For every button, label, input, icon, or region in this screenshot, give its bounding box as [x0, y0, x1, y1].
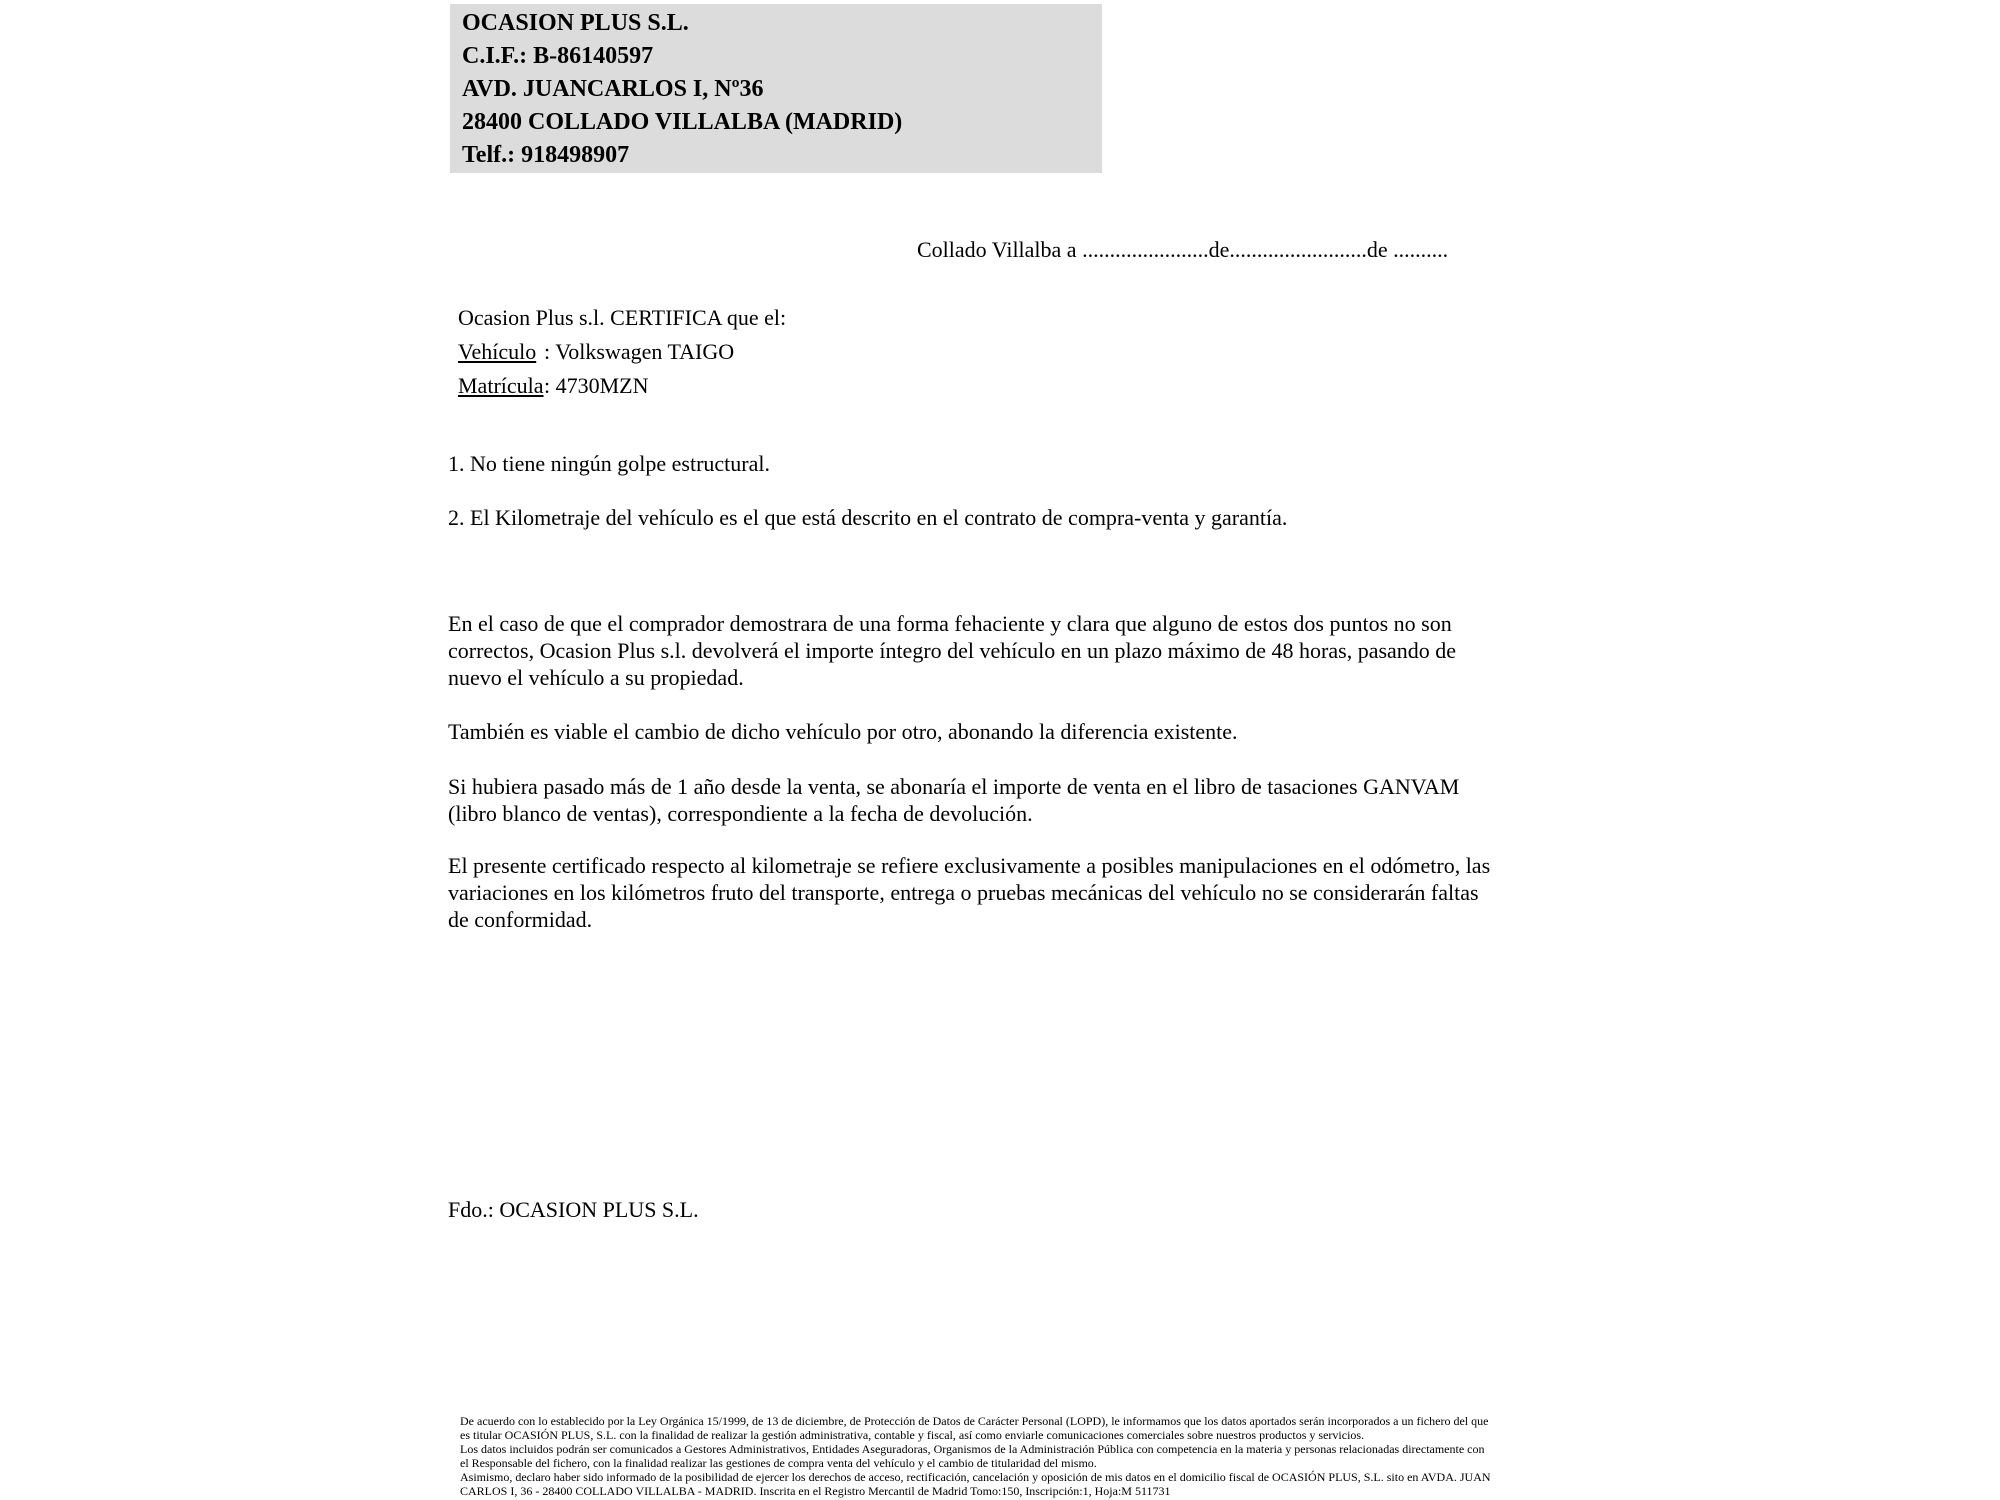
company-cif: C.I.F.: B-86140597	[462, 43, 654, 69]
company-phone: Telf.: 918498907	[462, 142, 630, 168]
paragraph-ganvam-valuation: Si hubiera pasado más de 1 año desde la venta, se abonaría el importe de venta en el libro de tasaciones GANVAM (libro blanco de ventas), correspondiente a la fecha de devolución.	[448, 774, 1460, 826]
paragraph-odometer-disclaimer: El presente certificado respecto al kilometraje se refiere exclusivamente a posibles manipulaciones en el odómetro, las variaciones en los kilómetros fruto del transporte, entrega o pruebas mecánicas del vehículo no se considerarán faltas de conformidad.	[448, 853, 1491, 932]
certified-point-1: 1. No tiene ningún golpe estructural.	[448, 451, 770, 476]
company-city: 28400 COLLADO VILLALBA (MADRID)	[462, 109, 903, 135]
company-header-box	[450, 4, 1102, 173]
legal-paragraph-data-sharing: Los datos incluidos podrán ser comunicados a Gestores Administrativos, Entidades Aseguradoras, Organismos de la Administración Pública con competencia en la materia y personas relacionadas directamente con el Responsable del fichero, con la finalidad realizar las gestiones de compra venta del vehículo y el cambio de titularidad del mismo.	[460, 1442, 1485, 1470]
legal-notice	[460, 1414, 1494, 1498]
certify-intro: Ocasion Plus s.l. CERTIFICA que el:	[458, 305, 787, 330]
date-fill-in-line: Collado Villalba a .......................de.........................de ..........	[917, 237, 1449, 262]
vehicle-field-value: : Volkswagen TAIGO	[544, 339, 735, 364]
company-name: OCASION PLUS S.L.	[462, 10, 689, 36]
plate-field-label: Matrícula	[458, 373, 544, 398]
legal-paragraph-lopd: De acuerdo con lo establecido por la Ley Orgánica 15/1999, de 13 de diciembre, de Protección de Datos de Carácter Personal (LOPD), le informamos que los datos aportados serán incorporados a un fichero del que es titular OCASIÓN PLUS, S.L. con la finalidad de realizar la gestión administrativa, contable y fiscal, así como enviarle comunicaciones comerciales sobre nuestros productos y servicios.	[460, 1414, 1489, 1442]
signature-line: Fdo.: OCASION PLUS S.L.	[448, 1197, 699, 1222]
paragraph-refund-policy: En el caso de que el comprador demostrara de una forma fehaciente y clara que alguno de estos dos puntos no son correctos, Ocasion Plus s.l. devolverá el importe íntegro del vehículo en un plazo máximo de 48 horas, pasando de nuevo el vehículo a su propiedad.	[448, 611, 1457, 690]
paragraph-exchange-option: También es viable el cambio de dicho vehículo por otro, abonando la diferencia existente.	[448, 719, 1238, 744]
legal-paragraph-rights: Asimismo, declaro haber sido informado de la posibilidad de ejercer los derechos de acceso, rectificación, cancelación y oposición de mis datos en el domicilio fiscal de OCASIÓN PLUS, S.L. sito en AVDA. JUAN CARLOS I, 36 - 28400 COLLADO VILLALBA - MADRID. Inscrita en el Registro Mercantil de Madrid Tomo:150, Inscripción:1, Hoja:M 511731	[460, 1470, 1491, 1498]
certified-point-2: 2. El Kilometraje del vehículo es el que está descrito en el contrato de compra-venta y garantía.	[448, 505, 1288, 530]
plate-field-row	[458, 369, 786, 403]
company-address: AVD. JUANCARLOS I, Nº36	[462, 76, 764, 102]
vehicle-field-label: Vehículo	[458, 339, 537, 364]
vehicle-field-row	[458, 335, 786, 369]
certification-block	[458, 301, 786, 403]
plate-field-value: : 4730MZN	[544, 373, 649, 398]
